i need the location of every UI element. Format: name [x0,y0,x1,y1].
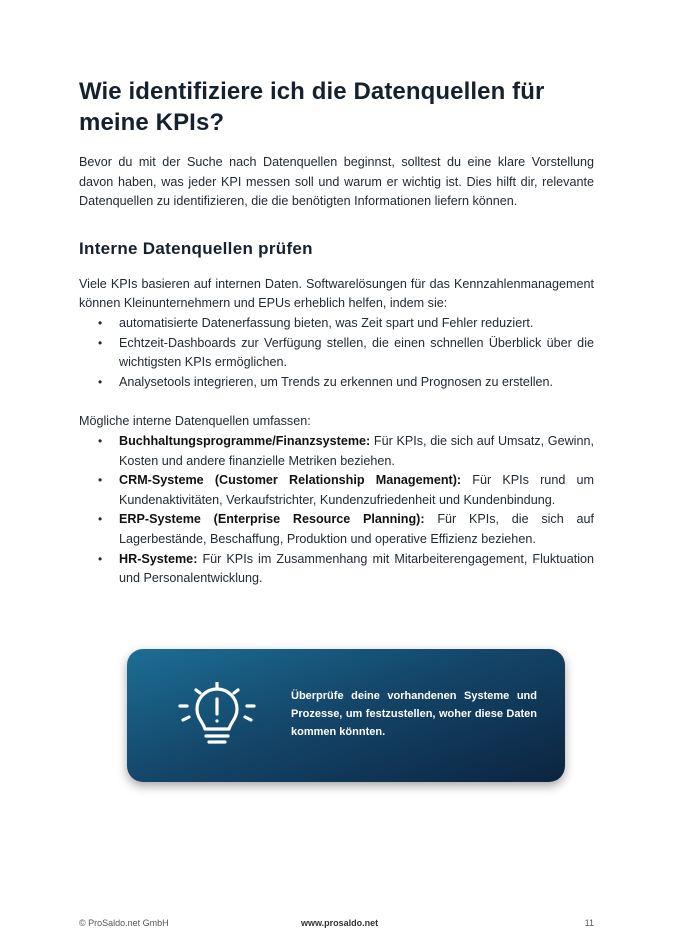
page-footer [79,916,594,930]
benefits-list [79,314,594,392]
callout-text: Überprüfe deine vorhandenen Systeme und Prozesse, um festzustellen, woher diese Daten kommen könnten. [291,690,537,738]
page-content [79,76,594,589]
sources-list [79,432,594,589]
list-item [119,550,594,589]
page-title: Wie identifiziere ich die Datenquellen für meine KPIs? [79,78,545,136]
list-item [119,510,594,549]
source-term: Buchhaltungsprogramme/Finanzsysteme: [119,433,371,448]
list-item [119,432,594,471]
source-term: CRM-Systeme (Customer Relationship Management): [119,473,462,488]
source-term: HR-Systeme: [119,551,198,566]
page-number: 11 [584,918,594,928]
source-term: ERP-Systeme (Enterprise Resource Planning): [119,512,425,527]
list-item: • Echtzeit-Dashboards zur Verfügung stellen, die einen schnellen Überblick über die wichtigsten KPIs ermöglichen. [119,334,594,373]
source-desc: Für KPIs im Zusammenhang mit Mitarbeiterengagement, Fluktuation und Personalentwicklung. [119,551,594,586]
list-item: • Analysetools integrieren, um Trends zu erkennen und Prognosen zu erstellen. [119,373,594,393]
footer-website[interactable]: www.prosaldo.net [301,918,379,928]
footer-copyright: © ProSaldo.net GmbH [79,918,169,928]
sources-intro: Mögliche interne Datenquellen umfassen: [79,414,311,429]
section-heading: Interne Datenquellen prüfen [79,238,313,258]
section-paragraph: Viele KPIs basieren auf internen Daten. Softwarelösungen für das Kennzahlenmanagement können Kleinunternehmern und EPUs erheblich helfen, indem sie: [79,276,594,311]
list-item [119,471,594,510]
tip-callout [127,649,565,782]
source-desc: Für KPIs, die sich auf Umsatz, Gewinn, Kosten und andere finanzielle Metriken beziehen. [119,433,594,468]
source-desc: Für KPIs, die sich auf Lagerbestände, Beschaffung, Produktion und operative Effizienz beziehen. [119,512,594,546]
list-item: • automatisierte Datenerfassung bieten, was Zeit spart und Fehler reduziert. [119,314,594,334]
intro-paragraph: Bevor du mit der Suche nach Datenquellen beginnst, solltest du eine klare Vorstellung davon haben, was jeder KPI messen soll und warum er wichtig ist. Dies hilft dir, relevante Datenquellen zu identifizieren, die die benötigten Informationen liefern können. [79,155,594,209]
source-desc: Für KPIs rund um Kundenaktivitäten, Verkaufstrichter, Kundenzufriedenheit und Kundenbindung. [119,473,594,507]
lightbulb-icon [177,682,257,754]
